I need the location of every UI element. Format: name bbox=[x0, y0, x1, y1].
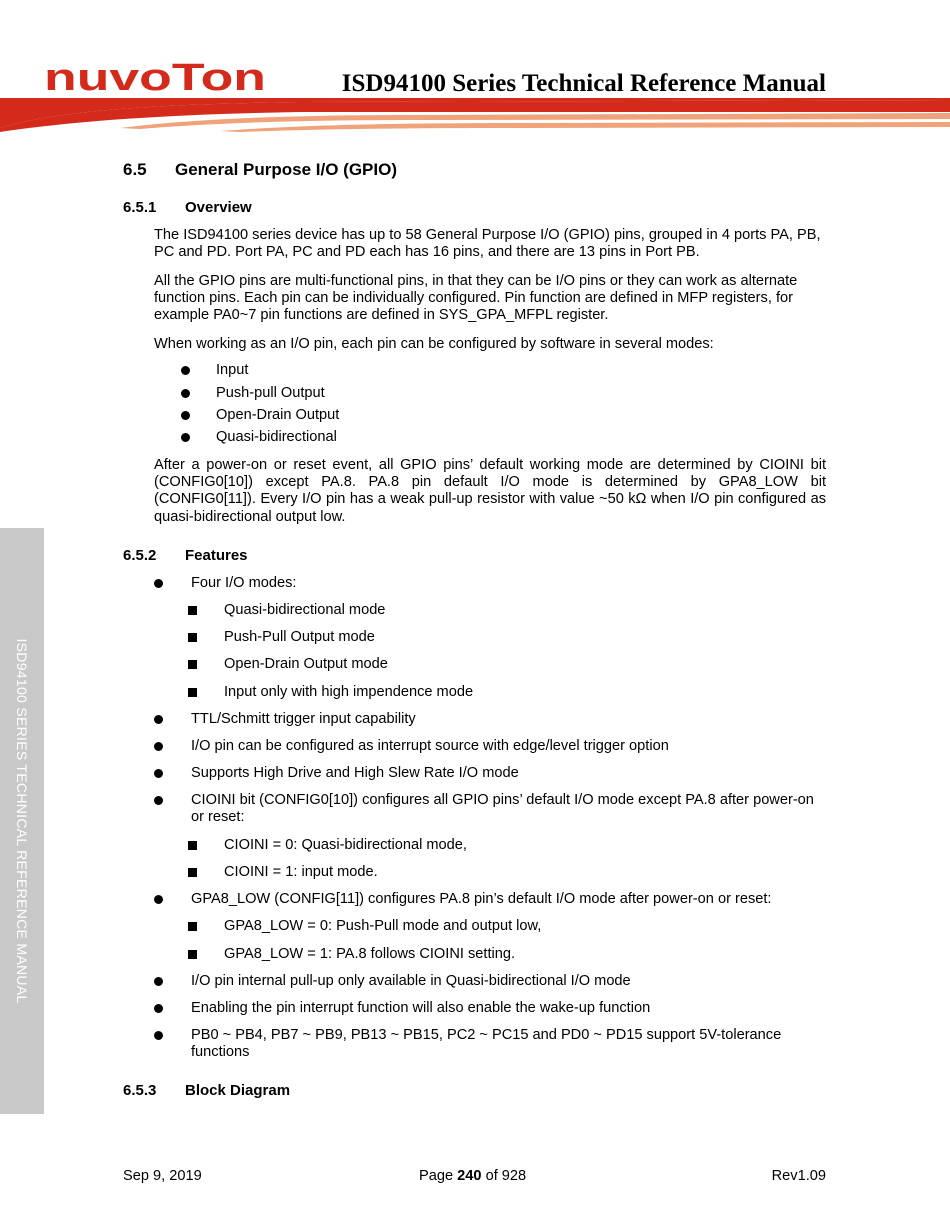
square-bullet-icon bbox=[188, 633, 197, 642]
overview-title: Overview bbox=[185, 199, 252, 216]
bullet-icon bbox=[181, 433, 190, 442]
square-bullet-icon bbox=[188, 688, 197, 697]
section-title: General Purpose I/O (GPIO) bbox=[175, 160, 397, 179]
section-heading bbox=[123, 160, 397, 180]
square-bullet-icon bbox=[188, 950, 197, 959]
bullet-icon bbox=[154, 796, 163, 805]
square-bullet-icon bbox=[188, 660, 197, 669]
square-bullet-icon bbox=[188, 606, 197, 615]
overview-paragraph-4: After a power-on or reset event, all GPIO pins’ default working mode are determined by CIOINI bit (CONFIG0[10]) except PA.8. PA.8 pin default I/O mode is determined by GPA8_LOW bit (CONFIG0[11]). Every I/O pin has a weak pull-up resistor with value ~50 kΩ when I/O pin configured as quasi-bidirectional output low. bbox=[154, 457, 826, 525]
block-diagram-number: 6.5.3 bbox=[123, 1082, 157, 1099]
brand-text: nuvoTon bbox=[44, 60, 266, 96]
overview-heading bbox=[123, 199, 252, 216]
bullet-icon bbox=[154, 742, 163, 751]
bullet-icon bbox=[181, 411, 190, 420]
bullet-icon bbox=[154, 769, 163, 778]
bullet-icon bbox=[154, 579, 163, 588]
footer-page bbox=[419, 1168, 526, 1184]
block-diagram-title: Block Diagram bbox=[185, 1082, 291, 1099]
bullet-icon bbox=[154, 1004, 163, 1013]
bullet-icon bbox=[154, 715, 163, 724]
bullet-icon bbox=[181, 389, 190, 398]
section-number: 6.5 bbox=[123, 160, 147, 179]
overview-paragraph-2: All the GPIO pins are multi-functional pins, in that they can be I/O pins or they can work as alternate function pins. Each pin can be individually configured. Pin function are defined in MFP registers, for example PA0~7 pin functions are defined in SYS_GPA_MFPL register. bbox=[154, 273, 798, 324]
bullet-icon bbox=[154, 1031, 163, 1040]
features-title: Features bbox=[185, 547, 248, 564]
side-tab-text: ISD94100 SERIES TECHNICAL REFERENCE MANUAL bbox=[14, 638, 30, 1004]
bullet-icon bbox=[154, 895, 163, 904]
overview-number: 6.5.1 bbox=[123, 199, 157, 216]
page-number: 240 bbox=[457, 1168, 482, 1184]
bullet-icon bbox=[181, 366, 190, 375]
block-diagram-heading bbox=[123, 1082, 290, 1099]
page-prefix: Page bbox=[419, 1168, 454, 1184]
footer-revision: Rev1.09 bbox=[771, 1168, 826, 1184]
overview-paragraph-3: When working as an I/O pin, each pin can be configured by software in several modes: bbox=[154, 336, 714, 352]
document-title: ISD94100 Series Technical Reference Manual bbox=[341, 70, 826, 97]
features-number: 6.5.2 bbox=[123, 547, 157, 564]
overview-paragraph-1: The ISD94100 series device has up to 58 General Purpose I/O (GPIO) pins, grouped in 4 ports PA, PB, PC and PD. Port PA, PC and PD each has 16 pins, and there are 13 pins in Port PB. bbox=[154, 227, 821, 261]
footer-date: Sep 9, 2019 bbox=[123, 1168, 202, 1184]
nuvoton-logo bbox=[44, 60, 266, 96]
square-bullet-icon bbox=[188, 922, 197, 931]
header-band bbox=[0, 98, 950, 132]
bullet-icon bbox=[154, 977, 163, 986]
square-bullet-icon bbox=[188, 841, 197, 850]
page-total: of 928 bbox=[485, 1168, 527, 1184]
features-heading bbox=[123, 547, 248, 564]
square-bullet-icon bbox=[188, 868, 197, 877]
